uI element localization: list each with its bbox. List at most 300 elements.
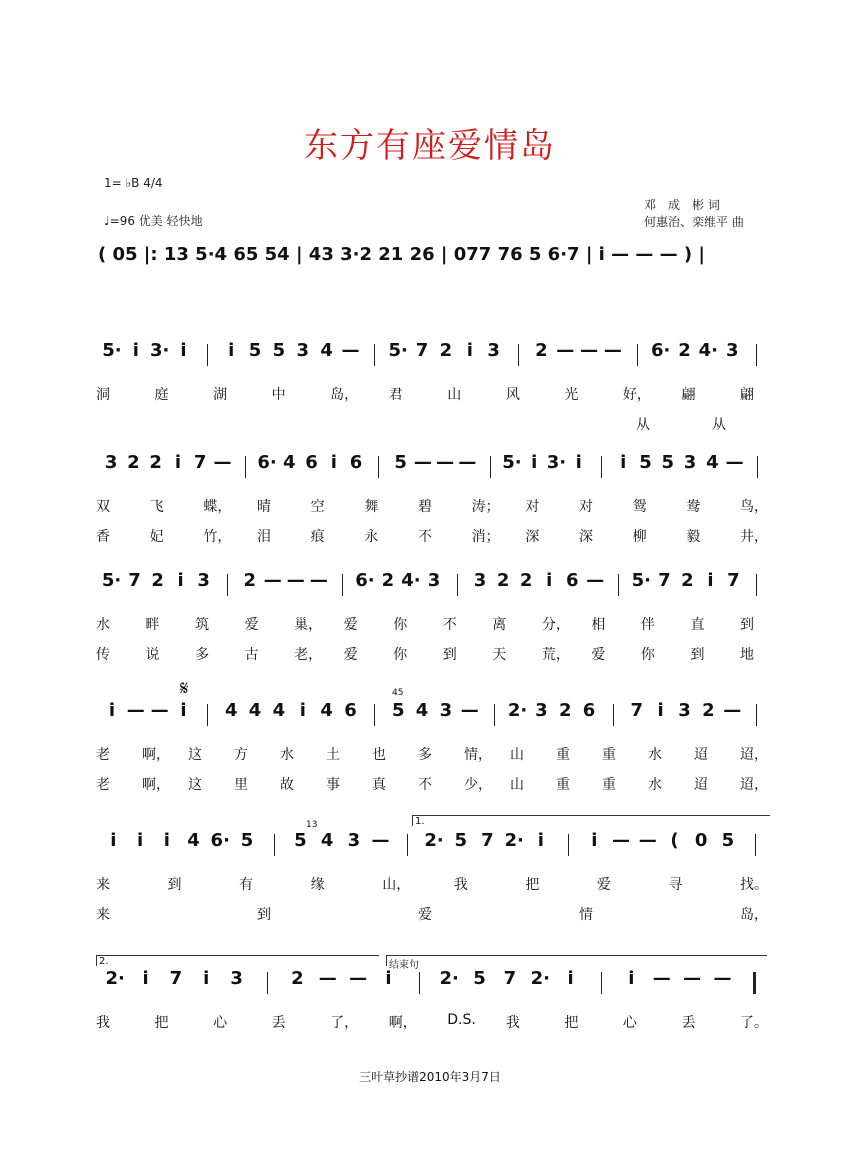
note: — [263, 570, 282, 591]
lyric-syllable: 多 [418, 747, 432, 763]
lyric-syllable: 庭 [154, 387, 169, 403]
lyric-syllable: 到 [740, 617, 754, 633]
lyric-syllable: 井， [740, 529, 768, 545]
note: 4 [187, 830, 200, 851]
lyric-syllable: 古 [244, 647, 259, 663]
lyric-syllable: 水 [648, 747, 662, 763]
note: 6 [565, 570, 579, 591]
note: — [318, 968, 337, 989]
grace-note-13: 13 [306, 820, 318, 830]
note: — [341, 340, 360, 361]
lyric-syllable: 中 [271, 387, 286, 403]
lyric-syllable: 啊， [142, 777, 170, 793]
note: 3 [678, 700, 691, 721]
note: i [628, 968, 635, 989]
key-signature: 1= ♭B 4/4 [104, 176, 163, 190]
volta-second-ending: 2. [96, 955, 379, 966]
note: i [385, 968, 392, 989]
lyric-syllable: 岛， [330, 387, 359, 403]
bar-line [756, 704, 757, 726]
lyric-syllable: 不 [442, 617, 457, 633]
lyric-syllable: 把 [154, 1015, 169, 1031]
lyric-syllable: 重 [602, 777, 616, 793]
note: 2· [504, 830, 524, 851]
bar-line [374, 704, 375, 726]
lyric-syllable: 也 [372, 747, 386, 763]
lyric-syllable: 好， [622, 387, 651, 403]
note: 2· [530, 968, 550, 989]
music-row [0, 570, 860, 600]
lyric-syllable: 飞 [149, 499, 164, 515]
note: 5 [454, 830, 467, 851]
note: 2 [519, 570, 533, 591]
note: 2· [105, 968, 125, 989]
note: — [603, 340, 622, 361]
lyric-syllable: 泪 [257, 529, 271, 545]
lyric-syllable: 迢 [694, 777, 708, 793]
music-row [0, 340, 860, 370]
lyric-syllable: 湖 [213, 387, 228, 403]
lyric-syllable: 伴 [640, 617, 655, 633]
lyric-syllable: 筑 [195, 617, 210, 633]
lyric-syllable: 到 [167, 877, 182, 893]
lyric-syllable: 地 [740, 647, 754, 663]
lyric-syllable: 蝶， [203, 499, 232, 515]
lyric-syllable: 来 [96, 877, 110, 893]
note: 7 [630, 700, 644, 721]
lyric-syllable: 柳 [632, 529, 647, 545]
note: 2 [127, 452, 140, 473]
note: 2 [243, 570, 256, 591]
lyric-syllable: 香 [96, 529, 110, 545]
note: — [436, 452, 455, 473]
lyric-syllable: 我 [96, 1015, 110, 1031]
note: 5 [248, 340, 262, 361]
bar-line [755, 834, 756, 856]
note: — [586, 570, 605, 591]
note: 5 [394, 452, 407, 473]
note: 5 [272, 340, 286, 361]
lyric-syllable: 找。 [740, 877, 768, 893]
note: 7 [503, 968, 517, 989]
bar-line [245, 456, 246, 478]
note: i [537, 830, 544, 851]
music-row [0, 830, 860, 860]
lyric-syllable: 深 [579, 529, 593, 545]
lyric-syllable: 里 [234, 777, 248, 793]
lyric-syllable: 空 [310, 499, 325, 515]
note: i [299, 700, 306, 721]
lyric-syllable: 洞 [96, 387, 110, 403]
note: 3 [296, 340, 310, 361]
note: i [466, 340, 473, 361]
lyric-syllable: 妃 [149, 529, 164, 545]
note: 2· [507, 700, 528, 721]
note: 3 [473, 570, 487, 591]
note: 4 [248, 700, 262, 721]
lyric-syllable: 事 [326, 777, 340, 793]
note: 5 [639, 452, 652, 473]
note: 2 [439, 340, 453, 361]
note: 2 [496, 570, 510, 591]
lyric-syllable: 直 [690, 617, 705, 633]
note: — [371, 830, 390, 851]
note: i [163, 830, 170, 851]
lyric-syllable: 重 [602, 747, 616, 763]
music-row [0, 968, 860, 998]
lyric-syllable: 缘 [310, 877, 325, 893]
note: — [126, 700, 145, 721]
note: 2 [151, 570, 164, 591]
note: — [612, 830, 631, 851]
note: i [203, 968, 210, 989]
note: 5· [102, 340, 122, 361]
note: — [150, 700, 169, 721]
bar-line [753, 972, 756, 994]
note: 6· [257, 452, 277, 473]
lyric-syllable: 竹， [203, 529, 232, 545]
lyric-syllable: 到 [257, 907, 271, 923]
note: 3 [683, 452, 697, 473]
lyric-syllable: 少， [464, 777, 492, 793]
note: i [591, 830, 598, 851]
note: 3 [197, 570, 210, 591]
bar-line [613, 704, 614, 726]
lyric-syllable: 君 [388, 387, 403, 403]
note: 3 [535, 700, 548, 721]
note: 3 [439, 700, 453, 721]
lyric-syllable: 水 [96, 617, 110, 633]
bar-line [490, 456, 491, 478]
note: 5· [388, 340, 408, 361]
lyric-syllable: 相 [591, 617, 606, 633]
lyric-syllable: 天 [492, 647, 507, 663]
note: i [657, 700, 664, 721]
lyric-syllable: 到 [442, 647, 457, 663]
lyric-syllable: 这 [188, 747, 202, 763]
note: 3 [104, 452, 118, 473]
note: i [567, 968, 574, 989]
lyric-syllable: 离 [492, 617, 507, 633]
lyric-syllable: 涛； [471, 499, 500, 515]
bar-line [419, 972, 420, 994]
music-row [0, 700, 860, 730]
bar-line [374, 344, 375, 366]
lyric-syllable: 迢， [740, 747, 768, 763]
lyric-syllable: 山， [382, 877, 411, 893]
lyric-syllable: 双 [96, 499, 110, 515]
lyric-syllable: 丢 [681, 1015, 696, 1031]
note: — [580, 340, 599, 361]
note: 2 [381, 570, 395, 591]
note: 5· [631, 570, 651, 591]
lyric-syllable: 山 [510, 747, 524, 763]
bar-line [494, 704, 495, 726]
note: i [108, 700, 115, 721]
lyric-syllable: 我 [505, 1015, 520, 1031]
lyric-syllable: 了， [330, 1015, 359, 1031]
lyric-syllable: 情， [464, 747, 492, 763]
lyric-syllable: 碧 [418, 499, 432, 515]
lyric-syllable: 你 [393, 647, 408, 663]
note: 2 [702, 700, 715, 721]
note: — [683, 968, 702, 989]
lyric-syllable: 丢 [271, 1015, 286, 1031]
lyric-syllable: 分， [541, 617, 570, 633]
lyric-syllable: 迢 [694, 747, 708, 763]
lyric-syllable: 痕 [310, 529, 325, 545]
volta-first-ending: 1. [412, 815, 770, 826]
note: 2· [439, 968, 459, 989]
note: — [309, 570, 328, 591]
ending-phrase-bracket: 结束句 [386, 955, 767, 966]
bar-line [207, 704, 208, 726]
note: i [132, 340, 139, 361]
note: i [136, 830, 144, 851]
lyric-syllable: 鸳 [632, 499, 647, 515]
music-row [0, 452, 860, 482]
note: ( [670, 830, 679, 851]
bar-line [601, 456, 602, 478]
note: — [349, 968, 368, 989]
lyric-syllable: 情 [579, 907, 593, 923]
lyric-syllable: 岛， [740, 907, 768, 923]
lyric-syllable: 有 [239, 877, 254, 893]
lyric-syllable: 从 [636, 417, 650, 433]
note: — [460, 700, 479, 721]
lyric-syllable: 爱 [591, 647, 606, 663]
note: 5 [240, 830, 254, 851]
bar-line [518, 344, 519, 366]
note: 7 [415, 340, 429, 361]
note: 4 [320, 340, 333, 361]
lyric-syllable: 畔 [145, 617, 160, 633]
note: 3· [149, 340, 170, 361]
lyric-syllable: 风 [505, 387, 520, 403]
note: 2 [291, 968, 304, 989]
lyric-syllable: 真 [372, 777, 386, 793]
bar-line [757, 456, 758, 478]
note: — [723, 700, 742, 721]
lyric-syllable: 鸯 [686, 499, 701, 515]
lyric-syllable: 老， [294, 647, 323, 663]
lyric-syllable: 光 [564, 387, 579, 403]
note: i [620, 452, 627, 473]
note: 4 [320, 700, 333, 721]
note: 4· [698, 340, 719, 361]
note: 3 [347, 830, 361, 851]
bar-line [407, 834, 408, 856]
note: 5 [661, 452, 675, 473]
note: i [228, 340, 235, 361]
lyric-syllable: 方 [234, 747, 248, 763]
bar-line [568, 834, 569, 856]
lyric-syllable: 舞 [364, 499, 379, 515]
lyric-syllable: 不 [418, 529, 432, 545]
note: — [725, 452, 744, 473]
note: — [638, 830, 657, 851]
note: 2 [678, 340, 691, 361]
bar-line [601, 972, 602, 994]
note: 6· [355, 570, 375, 591]
lyric-syllable: 寻 [668, 877, 683, 893]
lyric-syllable: 爱 [418, 907, 432, 923]
note: 7 [727, 570, 740, 591]
note: 7 [193, 452, 207, 473]
note: 2 [535, 340, 548, 361]
lyric-syllable: 荒， [541, 647, 570, 663]
lyric-syllable: 重 [556, 777, 570, 793]
lyric-syllable: 山 [510, 777, 524, 793]
note: — [458, 452, 477, 473]
note: 6· [650, 340, 671, 361]
song-title: 东方有座爱情岛 [304, 126, 556, 166]
tempo-marking: ♩=96 优美 轻快地 [104, 214, 203, 228]
lyric-syllable: 说 [145, 647, 160, 663]
lyric-syllable: 重 [556, 747, 570, 763]
note: i [180, 340, 187, 361]
lyric-syllable: 翩 [740, 387, 754, 403]
lyric-syllable: 毅 [686, 529, 701, 545]
bar-line [756, 344, 757, 366]
lyric-syllable: 永 [364, 529, 379, 545]
note: 6· [210, 830, 230, 851]
lyric-syllable: 这 [188, 777, 202, 793]
lyric-syllable: 不 [418, 777, 432, 793]
note: 3 [230, 968, 243, 989]
note: — [413, 452, 432, 473]
lyric-syllable: 爱 [343, 617, 358, 633]
lyric-syllable: 爱 [244, 617, 259, 633]
note: 3 [725, 340, 739, 361]
footer-note: 三叶草抄谱2010年3月7日 [359, 1070, 501, 1084]
note: 5· [502, 452, 522, 473]
note: 5 [721, 830, 735, 851]
note: i [174, 452, 181, 473]
lyric-syllable: 巢， [294, 617, 323, 633]
note: i [546, 570, 553, 591]
note: — [652, 968, 671, 989]
note: 4 [320, 830, 334, 851]
lyricist-credit: 邓 成 彬 词 [644, 198, 720, 212]
note: 5 [391, 700, 405, 721]
lyric-syllable: D.S. [447, 1012, 476, 1028]
grace-note-45: 45 [392, 688, 404, 698]
lyric-syllable: 水 [280, 747, 294, 763]
bar-line [227, 574, 228, 596]
bar-line [756, 574, 757, 596]
bar-line [378, 456, 379, 478]
note: 3 [487, 340, 500, 361]
lyric-syllable: 鸟， [740, 499, 768, 515]
note: 3· [546, 452, 567, 473]
note: 7 [169, 968, 183, 989]
lyric-syllable: 山 [447, 387, 462, 403]
note: 2· [424, 830, 444, 851]
bar-line [637, 344, 638, 366]
note: 7 [128, 570, 141, 591]
lyric-syllable: 啊， [142, 747, 170, 763]
note: 3 [427, 570, 441, 591]
segno-icon: 𝄋 [180, 676, 189, 700]
lyric-syllable: 爱 [596, 877, 611, 893]
lyric-syllable: 晴 [257, 499, 271, 515]
intro-line: ( 05 |: 13 5·4 65 54 | 43 3·2 21 26 | 077 76 5 6·7 | i — — — ) | [98, 244, 705, 265]
note: — [213, 452, 232, 473]
note: i [180, 700, 187, 721]
note: 7 [481, 830, 494, 851]
lyric-syllable: 到 [690, 647, 705, 663]
bar-line [457, 574, 458, 596]
note: 4 [415, 700, 429, 721]
note: 0 [694, 830, 708, 851]
note: — [286, 570, 305, 591]
lyric-syllable: 深 [525, 529, 540, 545]
lyric-syllable: 心 [622, 1015, 637, 1031]
lyric-syllable: 多 [195, 647, 210, 663]
note: — [713, 968, 732, 989]
lyric-syllable: 了。 [740, 1015, 768, 1031]
lyric-syllable: 爱 [343, 647, 358, 663]
lyric-syllable: 来 [96, 907, 110, 923]
note: 4 [283, 452, 296, 473]
lyric-syllable: 对 [525, 499, 540, 515]
note: 5· [101, 570, 122, 591]
note: i [707, 570, 714, 591]
note: 5 [294, 830, 307, 851]
lyric-syllable: 把 [525, 877, 540, 893]
bar-line [342, 574, 343, 596]
lyric-syllable: 传 [96, 647, 110, 663]
note: — [556, 340, 575, 361]
lyric-syllable: 把 [564, 1015, 579, 1031]
note: 5 [473, 968, 486, 989]
note: 2 [558, 700, 572, 721]
note: 6 [349, 452, 363, 473]
lyric-syllable: 消； [471, 529, 500, 545]
note: 2 [149, 452, 162, 473]
note: i [531, 452, 538, 473]
lyric-syllable: 啊， [388, 1015, 417, 1031]
lyric-syllable: 你 [393, 617, 408, 633]
note: 2 [681, 570, 694, 591]
lyric-syllable: 对 [579, 499, 593, 515]
lyric-syllable: 你 [640, 647, 655, 663]
lyric-syllable: 土 [326, 747, 340, 763]
lyric-syllable: 故 [280, 777, 294, 793]
note: i [142, 968, 149, 989]
note: i [110, 830, 117, 851]
note: 6 [344, 700, 357, 721]
lyric-syllable: 老 [96, 747, 110, 763]
lyric-syllable: 从 [712, 417, 726, 433]
composer-credit: 何惠治、栾维平 曲 [644, 215, 744, 229]
note: i [575, 452, 582, 473]
note: 4 [706, 452, 719, 473]
lyric-syllable: 迢， [740, 777, 768, 793]
note: i [177, 570, 184, 591]
note: 7 [658, 570, 671, 591]
bar-line [207, 344, 208, 366]
lyric-syllable: 我 [453, 877, 468, 893]
note: 4· [401, 570, 421, 591]
bar-line [274, 834, 275, 856]
bar-line [267, 972, 268, 994]
lyric-syllable: 翩 [681, 387, 696, 403]
lyric-syllable: 老 [96, 777, 110, 793]
note: 4 [272, 700, 286, 721]
note: 4 [224, 700, 238, 721]
